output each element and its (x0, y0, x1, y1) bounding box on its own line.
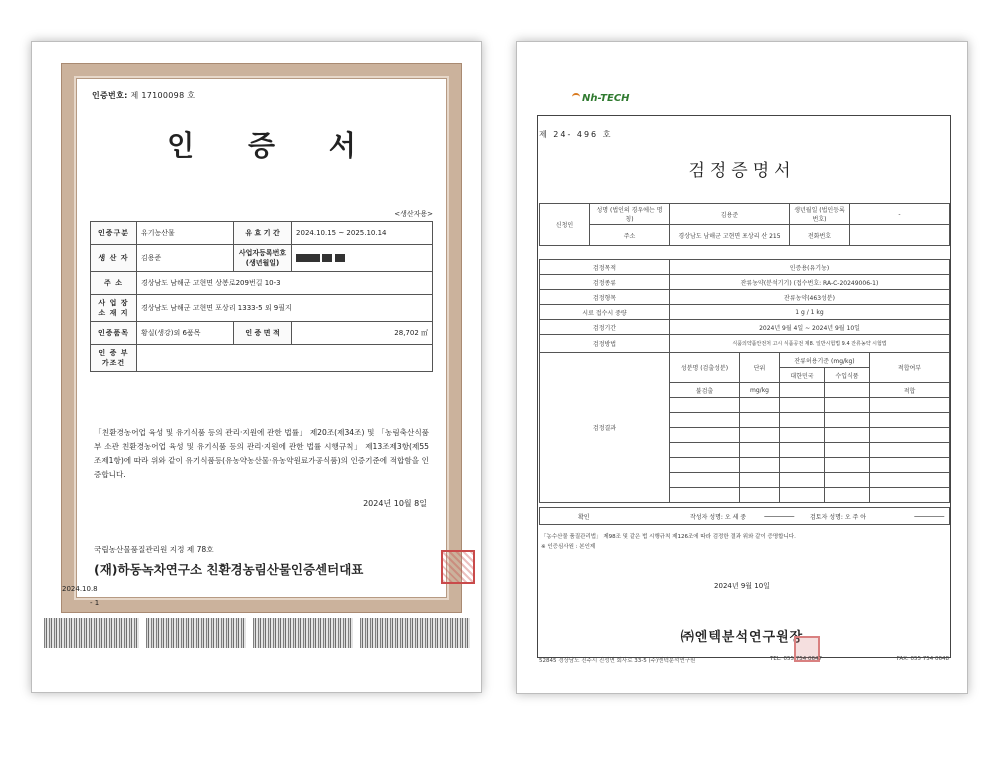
applicant-birth-label: 생년월일 (법인등록번호) (790, 204, 850, 225)
result-header: 잔류허용기준 (mg/kg) (780, 353, 870, 368)
author-name: 작성자 성명: 오 세 중 (690, 514, 747, 521)
inspection-label: 검정목적 (540, 260, 670, 275)
cert-value: 경상남도 남해군 고현면 포상리 1333-5 외 9필지 (137, 295, 433, 322)
table-row (540, 290, 950, 305)
result-cell (825, 383, 870, 398)
applicant-address-label: 주소 (590, 225, 670, 246)
inspection-label: 검정기간 (540, 320, 670, 335)
table-row (540, 305, 950, 320)
table-row (540, 260, 950, 275)
result-cell (780, 383, 825, 398)
cert-value: 경상남도 남해군 고현면 상봉로209번길 10-3 (137, 272, 433, 295)
report-footer (539, 656, 949, 664)
redaction-mark (322, 254, 332, 262)
barcode-icon (360, 618, 470, 648)
inspection-value: 잔류농약(463성분) (670, 290, 950, 305)
result-header: 적합여부 (870, 353, 950, 383)
applicant-label: 신청인 (540, 204, 590, 246)
redaction-mark (335, 254, 345, 262)
applicant-phone-label: 전화번호 (790, 225, 850, 246)
inspection-report-page (516, 41, 968, 694)
certificate-issuer: (재)하동녹차연구소 친환경농림산물인증센터대표 (94, 562, 364, 577)
report-issue-date: 2024년 9월 10일 (714, 582, 770, 590)
cert-label: 유 효 기 간 (234, 222, 292, 245)
footer-address: 52845 경상남도 진주시 진성면 회사로 33-5 (주)엔텍분석연구원 (539, 658, 696, 664)
table-row (91, 272, 433, 295)
reviewer-name: 검토자 성명: 오 주 아 (810, 514, 867, 521)
cert-label: 사업자등록번호(생년월일) (234, 245, 292, 272)
report-number: 제 24- 496 호 (539, 130, 613, 139)
applicant-address-value: 경상남도 남해군 고현면 포상리 산 215 (670, 225, 790, 246)
logo-text: Nh-TECH (582, 93, 630, 104)
inspection-value: 식품의약품안전처 고시 식품공전 제8. 일반시험법 9.4 잔류농약 시험법 (670, 335, 950, 353)
table-row (540, 353, 950, 368)
cert-value: 황실(생강)외 6품목 (137, 322, 234, 345)
certificate-body: 「친환경농어업 육성 및 유기식품 등의 관리·지원에 관한 법률」 제20조(제34조) 및 「농림축산식품부 소관 친환경농어업 육성 및 유기식품 등의 관리·지원에 관한 법률 시행규칙」 제13조제3항(제55조제1항)에 따라 위와 같이 유기식품등(유농약농산물·유농약원료가공식품)의 인증기준에 적합함을 인증합니다. (94, 428, 429, 479)
inspection-value: 인증용(유기농) (670, 260, 950, 275)
footer-tel: TEL: 055 754 0647 (770, 656, 823, 662)
report-note: 「농수산물 품질관리법」 제98조 및 같은 법 시행규칙 제126조에 따라 검정한 결과 위와 같이 증명합니다. (541, 534, 796, 540)
table-row (91, 245, 433, 272)
applicant-birth-value: - (850, 204, 950, 225)
barcode-icon (253, 618, 353, 648)
barcode-icon (44, 618, 139, 648)
applicant-table (539, 203, 950, 246)
applicant-name-label: 성명 (법인의 경우에는 명칭) (590, 204, 670, 225)
applicant-name-value: 김용준 (670, 204, 790, 225)
inspection-label: 검정종류 (540, 275, 670, 290)
certificate-purpose: <생산자용> (394, 210, 433, 218)
official-seal-icon (441, 550, 475, 584)
applicant-phone-value (850, 225, 950, 246)
report-notes (541, 532, 796, 552)
certificate-page (31, 41, 482, 693)
cert-label: 사 업 장 소 재 지 (91, 295, 137, 322)
certificate-number-label: 인증번호: (92, 91, 128, 100)
confirmation-label: 확인 (578, 514, 590, 521)
signature-icon (914, 512, 946, 517)
inspection-table (539, 259, 950, 503)
cert-label: 생 산 자 (91, 245, 137, 272)
result-header: 단위 (740, 353, 780, 383)
certificate-border (62, 64, 461, 612)
report-note: ※ 인증심사원 : 본인제 (541, 544, 596, 550)
inspection-label: 검정형목 (540, 290, 670, 305)
table-row (540, 335, 950, 353)
certificate-designation: 국립농산물품질관리원 지정 제 78호 (94, 545, 214, 554)
table-row (540, 275, 950, 290)
certificate-number (92, 90, 195, 101)
signature-icon (764, 512, 796, 517)
table-row (91, 345, 433, 372)
certificate-footer-page: - 1 (90, 599, 100, 607)
confirmation-row (539, 507, 950, 525)
cert-value (137, 345, 433, 372)
report-title: 검정증명서 (688, 161, 796, 181)
result-label: 검정결과 (540, 353, 670, 503)
barcode-icon (146, 618, 246, 648)
inspection-label: 검정방법 (540, 335, 670, 353)
result-header: 성분명 (검출성분) (670, 353, 740, 383)
cert-value: 2024.10.15 ~ 2025.10.14 (292, 222, 433, 245)
certificate-info-table (90, 221, 433, 372)
logo-swoosh-icon (572, 93, 580, 101)
inspection-label: 시료 접수시 중량 (540, 305, 670, 320)
cert-label: 인 증 부가조건 (91, 345, 137, 372)
inspection-value: 잔류농약(분석기기) (접수번호: RA-C-20249006-1) (670, 275, 950, 290)
certificate-title: 인 증 서 (167, 129, 378, 162)
result-header: 대한민국 (780, 368, 825, 383)
cert-label: 인증품목 (91, 322, 137, 345)
table-row (540, 320, 950, 335)
cert-label: 주 소 (91, 272, 137, 295)
result-cell: mg/kg (740, 383, 780, 398)
result-cell: 불검출 (670, 383, 740, 398)
result-cell: 적합 (870, 383, 950, 398)
certificate-issue-date: 2024년 10월 8일 (363, 499, 427, 508)
redaction-mark (296, 254, 320, 262)
company-logo (572, 93, 630, 104)
table-row (91, 322, 433, 345)
inspection-value: 2024년 9월 4일 ~ 2024년 9월 10일 (670, 320, 950, 335)
report-issuer: ㈜엔텍분석연구원장 (680, 630, 804, 645)
table-row (91, 295, 433, 322)
cert-value: 김용준 (137, 245, 234, 272)
footer-fax: FAX: 055 754 0648 (896, 656, 949, 662)
table-row (91, 222, 433, 245)
cert-value: 유기농산물 (137, 222, 234, 245)
cert-redacted-value (292, 245, 433, 272)
result-header: 수입식품 (825, 368, 870, 383)
certificate-number-value: 제 17100098 호 (130, 91, 196, 100)
cert-label: 인 증 면 적 (234, 322, 292, 345)
certificate-footer-date: 2024.10.8 (62, 585, 98, 593)
inspection-value: 1 g / 1 kg (670, 305, 950, 320)
table-row (540, 225, 950, 246)
table-row (540, 204, 950, 225)
cert-value: 28,702 ㎡ (292, 322, 433, 345)
cert-label: 인증구분 (91, 222, 137, 245)
